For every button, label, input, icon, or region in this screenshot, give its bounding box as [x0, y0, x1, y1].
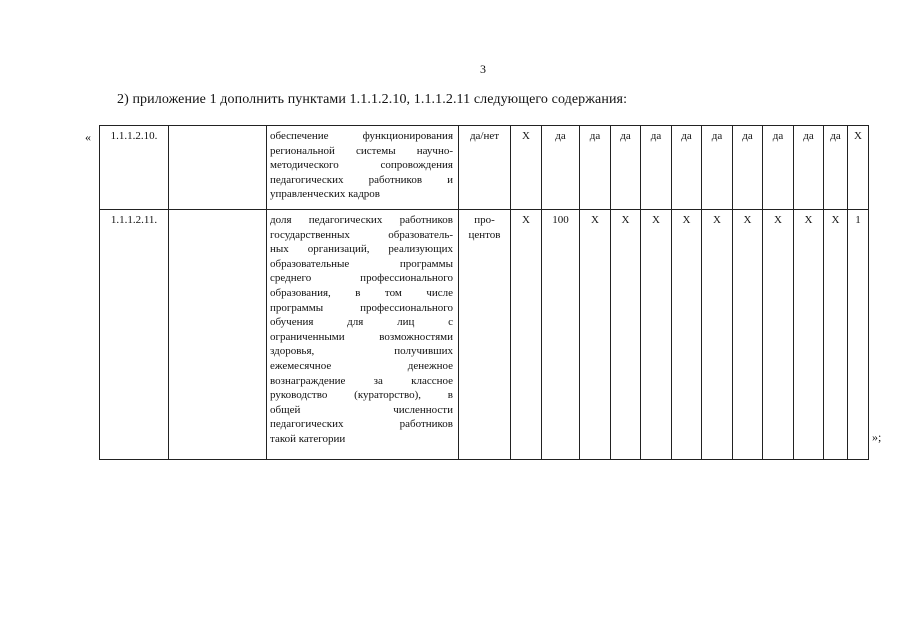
unit-line: про- [474, 214, 495, 226]
row-code-cell: 1.1.1.2.10. [100, 126, 169, 210]
value-cell: 1 [848, 210, 869, 460]
description-line: такой категории [270, 432, 346, 445]
description-line: государственных образователь- [270, 228, 453, 241]
description-line: образовательные программы [270, 257, 453, 270]
value-cell: Х [672, 210, 702, 460]
value-cell: да [641, 126, 672, 210]
description-line: ежемесячное денежное [270, 359, 453, 372]
empty-cell [169, 126, 267, 210]
description-line: региональной системы научно- [270, 144, 453, 157]
value-cell: да [542, 126, 580, 210]
value-cell: Х [824, 210, 848, 460]
description-line: педагогических работников [270, 418, 453, 431]
description-line: вознаграждение за классное [270, 374, 453, 387]
value-cell: Х [580, 210, 611, 460]
description-line: управленческих кадров [270, 188, 380, 201]
description-cell [267, 126, 459, 210]
closing-quote-mark: »; [872, 430, 882, 444]
description-line: обучения для лиц с [270, 316, 453, 329]
value-cell: да [702, 126, 733, 210]
page-number: 3 [480, 62, 486, 76]
description-line: доля педагогических работников [270, 214, 453, 226]
description-line: образования, в том числе [270, 286, 453, 299]
appendix-table [99, 125, 869, 460]
value-cell: 100 [542, 210, 580, 460]
description-line: ных организаций, реализующих [270, 243, 453, 256]
description-line: руководство (кураторство), в [270, 389, 453, 402]
unit-cell [459, 126, 511, 210]
value-cell: Х [511, 210, 542, 460]
description-line: обеспечение функционирования [270, 130, 453, 142]
value-cell: Х [794, 210, 824, 460]
value-cell: Х [641, 210, 672, 460]
description-line: здоровья, получивших [270, 345, 453, 358]
table-row [100, 126, 869, 210]
unit-cell [459, 210, 511, 460]
value-cell: да [824, 126, 848, 210]
description-line: общей численности [270, 403, 453, 416]
value-cell: да [580, 126, 611, 210]
value-cell: Х [763, 210, 794, 460]
description-cell [267, 210, 459, 460]
value-cell: да [733, 126, 763, 210]
unit-line: да/нет [469, 130, 500, 142]
value-cell: да [763, 126, 794, 210]
description-line: программы профессионального [270, 301, 453, 314]
table-row [100, 210, 869, 460]
description-line: педагогических работников и [270, 173, 453, 186]
value-cell: да [611, 126, 641, 210]
unit-line: центов [468, 228, 501, 241]
description-line: среднего профессионального [270, 272, 453, 285]
value-cell: Х [848, 126, 869, 210]
empty-cell [169, 210, 267, 460]
row-code-cell: 1.1.1.2.11. [100, 210, 169, 460]
opening-quote-mark: « [85, 130, 91, 144]
value-cell: Х [702, 210, 733, 460]
value-cell: Х [511, 126, 542, 210]
description-line: ограниченными возможностями [270, 330, 453, 343]
value-cell: да [794, 126, 824, 210]
description-line: методического сопровождения [270, 159, 453, 172]
intro-paragraph: 2) приложение 1 дополнить пунктами 1.1.1.2.10, 1.1.1.2.11 следующего содержания: [117, 92, 628, 107]
value-cell: да [672, 126, 702, 210]
value-cell: Х [611, 210, 641, 460]
value-cell: Х [733, 210, 763, 460]
